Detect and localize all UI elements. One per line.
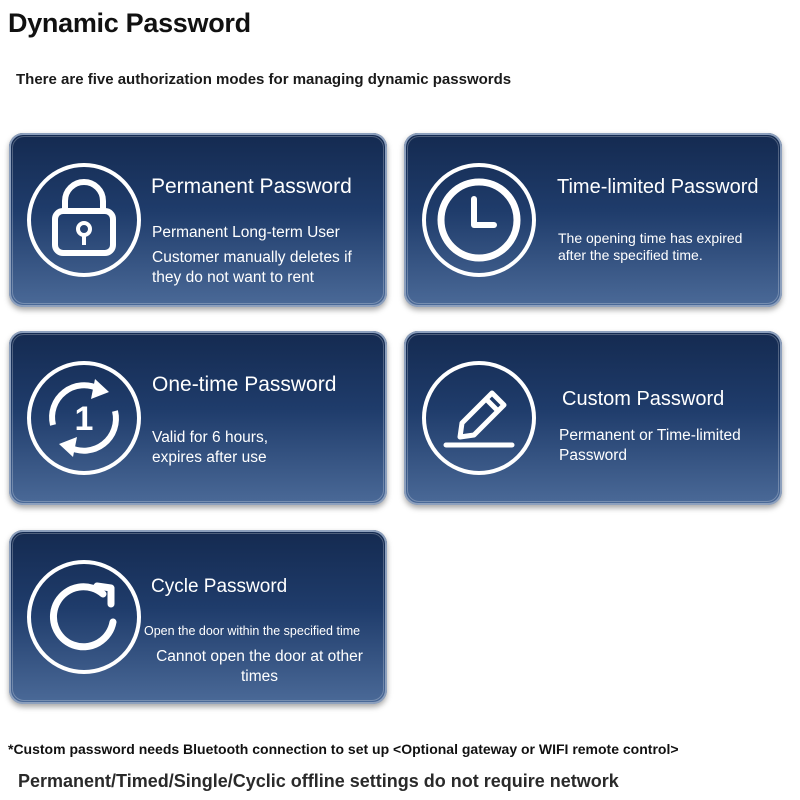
clock-icon — [420, 161, 538, 279]
card-permanent-password — [9, 133, 387, 307]
page-title: Dynamic Password — [8, 8, 251, 38]
cycle-arrow-icon — [25, 558, 143, 676]
card-title: One-time Password — [152, 373, 337, 396]
footnote: *Custom password needs Bluetooth connection to set up <Optional gateway or WIFI remote control> — [8, 741, 679, 757]
padlock-icon — [25, 161, 143, 279]
card-title: Custom Password — [562, 388, 725, 410]
card-custom-password — [404, 331, 782, 505]
card-desc-1: Open the door within the specified time — [144, 624, 361, 638]
card-desc-1: Valid for 6 hours, expires after use — [152, 429, 269, 466]
bottom-note: Permanent/Timed/Single/Cyclic offline settings do not require network — [18, 771, 619, 791]
card-title: Time-limited Password — [557, 176, 759, 198]
page-subtitle: There are five authorization modes for managing dynamic passwords — [16, 71, 512, 88]
card-one-time-password — [9, 331, 387, 505]
card-desc-1: Permanent or Time-limited Password — [559, 427, 741, 464]
card-time-limited-password — [404, 133, 782, 307]
card-title: Cycle Password — [151, 576, 288, 597]
card-desc-1: Permanent Long-term User — [152, 224, 340, 241]
svg-text:1: 1 — [74, 400, 94, 438]
card-desc-2: Cannot open the door at other times — [156, 648, 363, 685]
card-desc-1: The opening time has expired after the specified time. — [558, 230, 743, 263]
card-cycle-password — [9, 530, 387, 704]
card-title: Permanent Password — [151, 175, 352, 198]
card-desc-2: Customer manually deletes if they do not want to rent — [152, 249, 352, 286]
pencil-edit-icon — [420, 359, 538, 477]
one-time-refresh-icon — [25, 359, 143, 477]
